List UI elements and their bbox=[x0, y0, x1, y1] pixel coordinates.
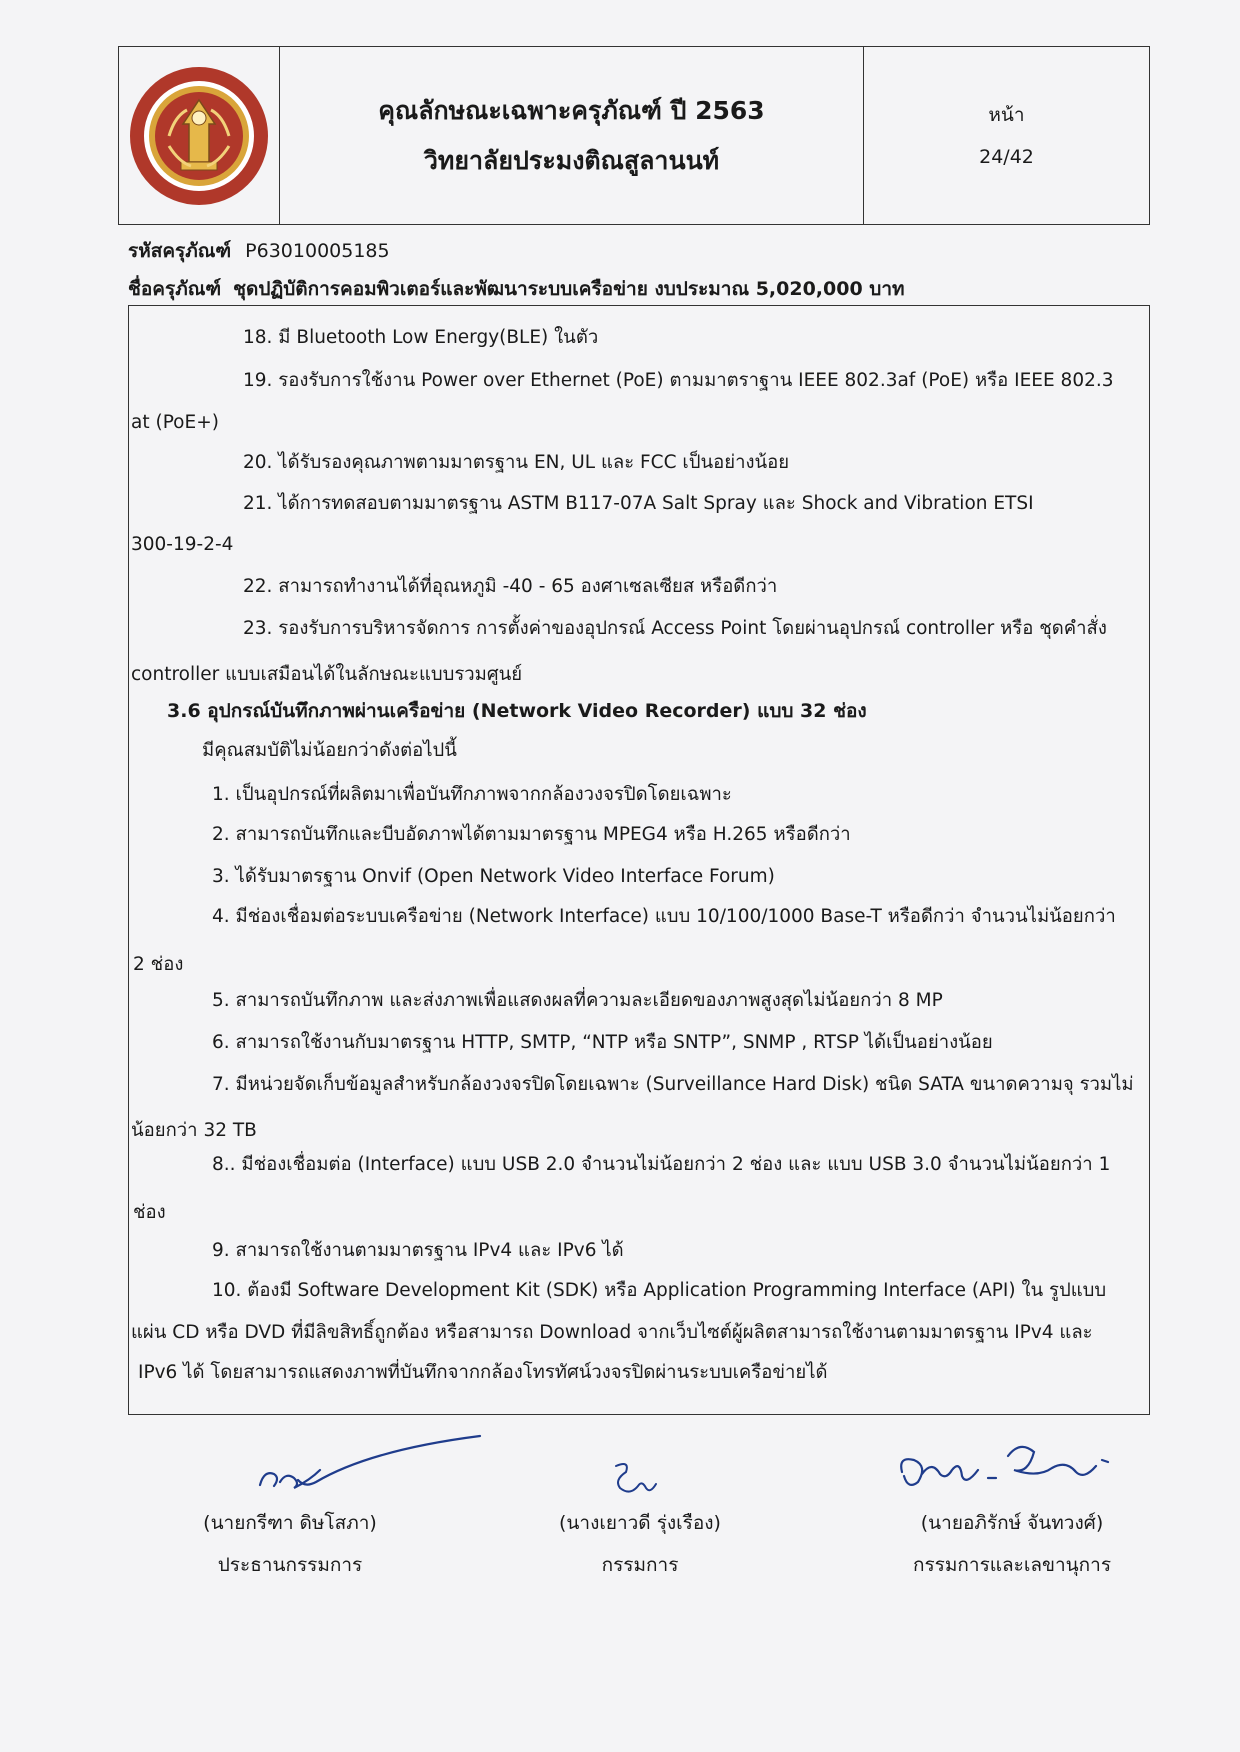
college-name: วิทยาลัยประมงติณสูลานนท์ bbox=[423, 145, 720, 175]
spec-line: มีคุณสมบัติไม่น้อยกว่าดังต่อไปนี้ bbox=[202, 740, 457, 761]
spec-line: 5. สามารถบันทึกภาพ และส่งภาพเพื่อแสดงผลที่ความละเอียดของภาพสูงสุดไม่น้อยกว่า 8 MP bbox=[212, 990, 943, 1011]
spec-line: IPv6 ได้ โดยสามารถแสดงภาพที่บันทึกจากกล้องโทรทัศน์วงจรปิดผ่านระบบเครือข่ายได้ bbox=[138, 1362, 828, 1383]
spec-line: 18. มี Bluetooth Low Energy(BLE) ในตัว bbox=[243, 327, 599, 348]
spec-line: 3. ได้รับมาตรฐาน Onvif (Open Network Video Interface Forum) bbox=[212, 866, 775, 887]
spec-line: แผ่น CD หรือ DVD ที่มีลิขสิทธิ์ถูกต้อง หรือสามารถ Download จากเว็บไซต์ผู้ผลิตสามารถใช้งานตามมาตรฐาน IPv4 และ bbox=[131, 1322, 1093, 1343]
spec-line: 8.. มีช่องเชื่อมต่อ (Interface) แบบ USB 2.0 จำนวนไม่น้อยกว่า 2 ช่อง และ แบบ USB 3.0 จำนวนไม่น้อยกว่า 1 bbox=[212, 1154, 1111, 1175]
signatory-name: (นายกรีฑา ดิษโสภา) bbox=[203, 1512, 377, 1534]
spec-line: ช่อง bbox=[133, 1202, 166, 1223]
item-name-label: ชื่อครุภัณฑ์ bbox=[128, 278, 222, 300]
spec-line: 20. ได้รับรองคุณภาพตามมาตรฐาน EN, UL และ FCC เป็นอย่างน้อย bbox=[243, 452, 790, 473]
spec-line: 23. รองรับการบริหารจัดการ การตั้งค่าของอุปกรณ์ Access Point โดยผ่านอุปกรณ์ controller หรือ ชุดคำสั่ง bbox=[243, 618, 1107, 639]
signatory-name: (นางเยาวดี รุ่งเรือง) bbox=[559, 1512, 721, 1534]
spec-line: 22. สามารถทำงานได้ที่อุณหภูมิ -40 - 65 องศาเซลเซียส หรือดีกว่า bbox=[243, 576, 778, 597]
item-code-label: รหัสครุภัณฑ์ bbox=[128, 240, 232, 262]
page-number-cell bbox=[864, 47, 1149, 224]
page-label: หน้า bbox=[988, 103, 1025, 126]
signatory-name: (นายอภิรักษ์ จันทวงศ์) bbox=[920, 1512, 1104, 1534]
item-name-value: ชุดปฏิบัติการคอมพิวเตอร์และพัฒนาระบบเครือข่าย งบประมาณ 5,020,000 บาท bbox=[233, 278, 905, 300]
item-name-row bbox=[128, 274, 905, 304]
signature-2-icon bbox=[604, 1458, 664, 1502]
spec-line: 21. ได้การทดสอบตามมาตรฐาน ASTM B117-07A Salt Spray และ Shock and Vibration ETSI bbox=[243, 493, 1034, 514]
spec-line: 10. ต้องมี Software Development Kit (SDK) หรือ Application Programming Interface (API) ใน รูปแบบ bbox=[212, 1280, 1107, 1301]
logo-cell bbox=[119, 47, 280, 224]
spec-line: 4. มีช่องเชื่อมต่อระบบเครือข่าย (Network Interface) แบบ 10/100/1000 Base-T หรือดีกว่า จำนวนไม่น้อยกว่า bbox=[212, 906, 1116, 927]
signature-3-icon bbox=[888, 1430, 1128, 1500]
item-code-row bbox=[128, 236, 390, 266]
spec-line: 19. รองรับการใช้งาน Power over Ethernet (PoE) ตามมาตราฐาน IEEE 802.3af (PoE) หรือ IEEE 802.3 bbox=[243, 370, 1114, 391]
title-cell bbox=[280, 47, 864, 224]
spec-line: 2 ช่อง bbox=[133, 954, 184, 975]
page-number: 24/42 bbox=[979, 145, 1034, 168]
vec-seal-logo-icon bbox=[129, 66, 269, 206]
signature-1-icon bbox=[250, 1430, 490, 1500]
spec-line: 2. สามารถบันทึกและบีบอัดภาพได้ตามมาตรฐาน MPEG4 หรือ H.265 หรือดีกว่า bbox=[212, 824, 851, 845]
document-title: คุณลักษณะเฉพาะครุภัณฑ์ ปี 2563 bbox=[378, 95, 765, 125]
spec-line: 7. มีหน่วยจัดเก็บข้อมูลสำหรับกล้องวงจรปิดโดยเฉพาะ (Surveillance Hard Disk) ชนิด SATA ขนาดความจุ รวมไม่ bbox=[212, 1074, 1134, 1095]
signatory-role: กรรมการและเลขานุการ bbox=[912, 1554, 1112, 1576]
section-heading: 3.6 อุปกรณ์บันทึกภาพผ่านเครือข่าย (Network Video Recorder) แบบ 32 ช่อง bbox=[167, 700, 867, 722]
spec-line: at (PoE+) bbox=[131, 412, 219, 433]
header-table bbox=[118, 46, 1150, 225]
spec-line: controller แบบเสมือนได้ในลักษณะแบบรวมศูนย์ bbox=[131, 664, 523, 685]
spec-line: 6. สามารถใช้งานกับมาตรฐาน HTTP, SMTP, “NTP หรือ SNTP”, SNMP , RTSP ได้เป็นอย่างน้อย bbox=[212, 1032, 993, 1053]
item-code-value: P63010005185 bbox=[245, 240, 390, 262]
spec-line: 300-19-2-4 bbox=[131, 534, 234, 555]
signatory-role: ประธานกรรมการ bbox=[217, 1554, 363, 1576]
spec-line: น้อยกว่า 32 TB bbox=[131, 1120, 257, 1141]
spec-line: 1. เป็นอุปกรณ์ที่ผลิตมาเพื่อบันทึกภาพจากกล้องวงจรปิดโดยเฉพาะ bbox=[212, 784, 732, 805]
spec-line: 9. สามารถใช้งานตามมาตรฐาน IPv4 และ IPv6 ได้ bbox=[212, 1240, 624, 1261]
signatory-role: กรรมการ bbox=[601, 1554, 679, 1576]
